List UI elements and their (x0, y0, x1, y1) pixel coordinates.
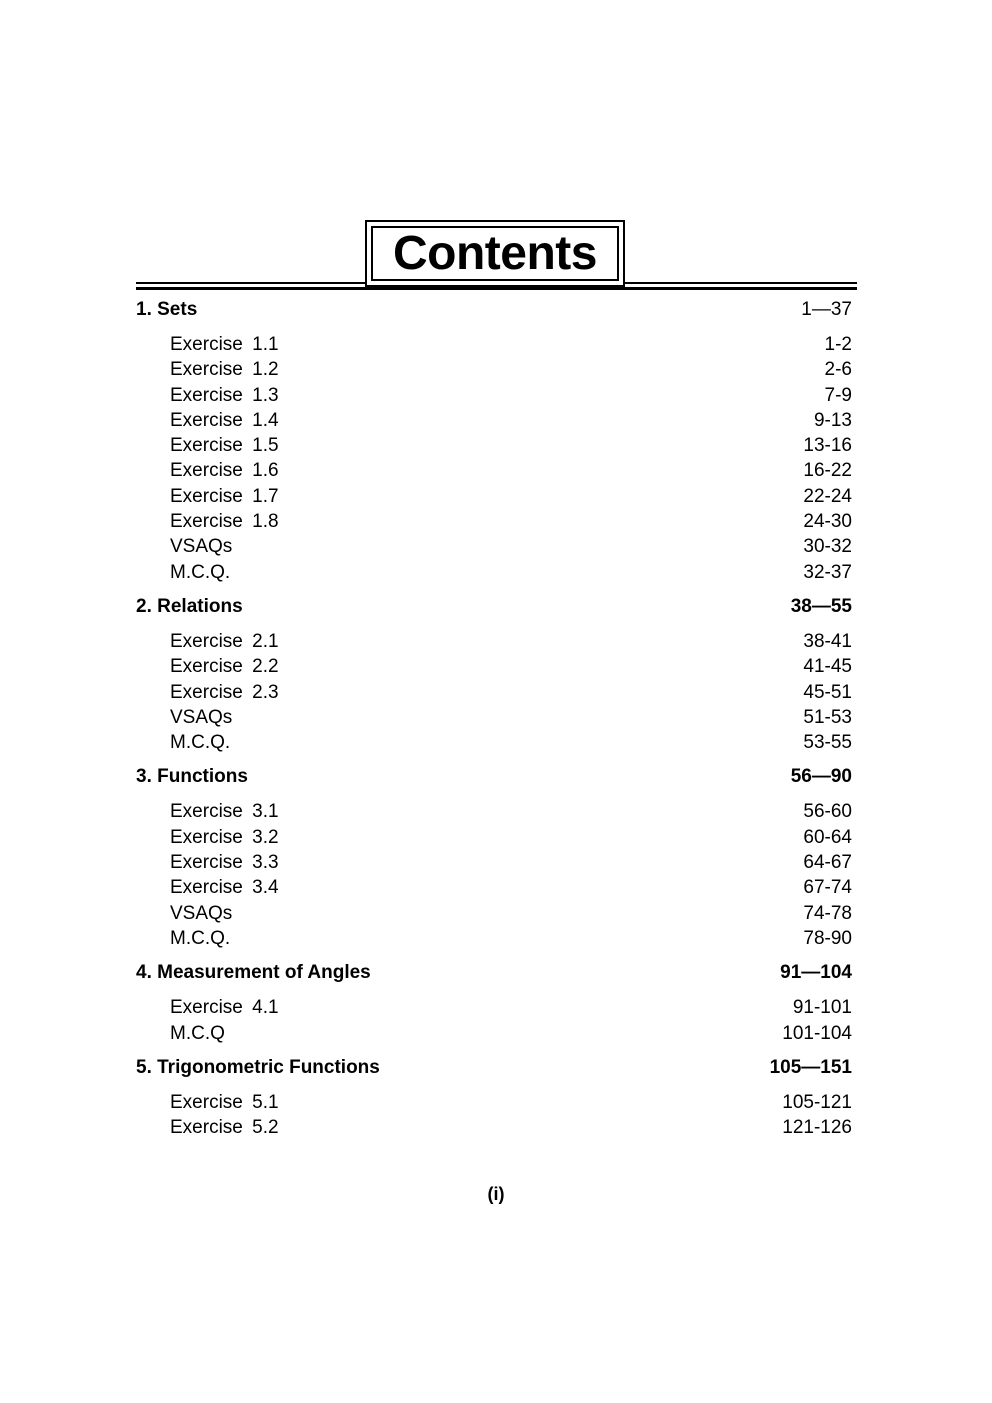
entry-page-range: 67-74 (803, 877, 852, 899)
entry-label: Exercise 1.8 (170, 511, 279, 533)
toc-entry[interactable] (136, 680, 852, 705)
entry-label: Exercise 3.3 (170, 852, 279, 874)
entry-label: Exercise 2.2 (170, 656, 279, 678)
toc-entry[interactable] (136, 654, 852, 679)
chapter-page-range: 38—55 (790, 595, 852, 617)
toc-chapter (136, 296, 852, 585)
toc-entry[interactable] (136, 1021, 852, 1046)
chapter-heading-row[interactable] (136, 1054, 852, 1082)
entry-page-range: 30-32 (803, 536, 852, 558)
chapter-heading-row[interactable] (136, 593, 852, 621)
entry-page-range: 78-90 (803, 927, 852, 949)
chapter-entry-list (136, 1090, 852, 1141)
entry-label: Exercise 1.6 (170, 460, 279, 482)
toc-entry[interactable] (136, 850, 852, 875)
entry-label: Exercise 1.7 (170, 485, 279, 507)
entry-page-range: 24-30 (803, 511, 852, 533)
chapter-page-range: 56—90 (790, 766, 852, 788)
page-number: (i) (487, 1184, 505, 1204)
chapter-title: 1. Sets (136, 299, 198, 320)
toc-entry[interactable] (136, 901, 852, 926)
chapter-entry-list (136, 799, 852, 951)
entry-page-range: 9-13 (813, 409, 852, 431)
chapter-title: 4. Measurement of Angles (136, 962, 371, 984)
entry-page-range: 74-78 (803, 902, 852, 924)
header-rule-thick (136, 287, 857, 290)
toc-entry[interactable] (136, 458, 852, 483)
entry-label: Exercise 1.2 (170, 359, 279, 381)
contents-title-inner-frame (371, 226, 619, 281)
entry-label: M.C.Q. (170, 561, 231, 583)
toc-entry[interactable] (136, 995, 852, 1020)
contents-title-box (365, 220, 625, 287)
chapter-entry-list (136, 995, 852, 1046)
toc-entry[interactable] (136, 730, 852, 755)
entry-page-range: 60-64 (803, 826, 852, 848)
entry-label: Exercise 4.1 (170, 997, 279, 1019)
toc-entry[interactable] (136, 799, 852, 824)
entry-label: M.C.Q. (170, 927, 231, 949)
entry-page-range: 41-45 (803, 656, 852, 678)
entry-label: M.C.Q (170, 1022, 225, 1044)
toc-entry[interactable] (136, 825, 852, 850)
chapter-title: 2. Relations (136, 595, 243, 617)
entry-page-range: 16-22 (803, 460, 852, 482)
chapter-entry-list (136, 332, 852, 585)
chapter-page-range: 91—104 (780, 962, 852, 984)
entry-label: VSAQs (170, 536, 233, 558)
entry-label: Exercise 1.1 (170, 334, 279, 355)
table-of-contents (136, 296, 852, 1148)
toc-entry[interactable] (136, 1115, 852, 1140)
toc-entry[interactable] (136, 1090, 852, 1115)
entry-page-range: 121-126 (782, 1117, 852, 1139)
entry-page-range: 2-6 (824, 359, 852, 381)
chapter-heading-row[interactable] (136, 959, 852, 987)
entry-label: Exercise 2.1 (170, 630, 279, 652)
entry-label: Exercise 1.4 (170, 409, 279, 431)
entry-page-range: 7-9 (824, 384, 852, 406)
toc-entry[interactable] (136, 875, 852, 900)
entry-label: VSAQs (170, 706, 233, 728)
entry-page-range: 1-2 (824, 334, 852, 355)
toc-chapter (136, 959, 852, 1046)
entry-page-range: 91-101 (792, 997, 852, 1019)
toc-entry[interactable] (136, 509, 852, 534)
entry-label: Exercise 5.2 (170, 1117, 279, 1139)
entry-label: M.C.Q. (170, 732, 231, 754)
chapter-page-range: 105—151 (769, 1056, 852, 1078)
toc-entry[interactable] (136, 357, 852, 382)
toc-entry[interactable] (136, 433, 852, 458)
toc-entry[interactable] (136, 705, 852, 730)
entry-label: VSAQs (170, 902, 233, 924)
chapter-entry-list (136, 629, 852, 755)
entry-label: Exercise 2.3 (170, 681, 279, 703)
entry-page-range: 32-37 (803, 561, 852, 583)
entry-page-range: 22-24 (803, 485, 852, 507)
entry-page-range: 64-67 (803, 852, 852, 874)
chapter-heading-row[interactable] (136, 296, 852, 324)
toc-entry[interactable] (136, 534, 852, 559)
entry-label: Exercise 3.2 (170, 826, 279, 848)
toc-chapter (136, 593, 852, 755)
toc-entry[interactable] (136, 926, 852, 951)
chapter-heading-row[interactable] (136, 763, 852, 791)
page-title: Contents (393, 227, 597, 280)
chapter-title: 5. Trigonometric Functions (136, 1056, 380, 1078)
entry-page-range: 51-53 (803, 706, 852, 728)
entry-page-range: 45-51 (803, 681, 852, 703)
toc-entry[interactable] (136, 560, 852, 585)
entry-page-range: 53-55 (803, 732, 852, 754)
toc-entry[interactable] (136, 629, 852, 654)
entry-page-range: 56-60 (803, 801, 852, 823)
entry-label: Exercise 1.3 (170, 384, 279, 406)
entry-label: Exercise 5.1 (170, 1091, 279, 1113)
entry-page-range: 101-104 (782, 1022, 852, 1044)
toc-entry[interactable] (136, 408, 852, 433)
entry-page-range: 38-41 (803, 630, 852, 652)
toc-entry[interactable] (136, 332, 852, 357)
chapter-title: 3. Functions (136, 766, 248, 788)
entry-page-range: 105-121 (782, 1091, 852, 1113)
toc-chapter (136, 1054, 852, 1141)
toc-entry[interactable] (136, 383, 852, 408)
entry-label: Exercise 3.4 (170, 877, 279, 899)
entry-page-range: 13-16 (803, 435, 852, 457)
entry-label: Exercise 1.5 (170, 435, 279, 457)
entry-label: Exercise 3.1 (170, 801, 279, 823)
toc-entry[interactable] (136, 484, 852, 509)
chapter-page-range: 1—37 (801, 299, 852, 320)
toc-chapter (136, 763, 852, 951)
